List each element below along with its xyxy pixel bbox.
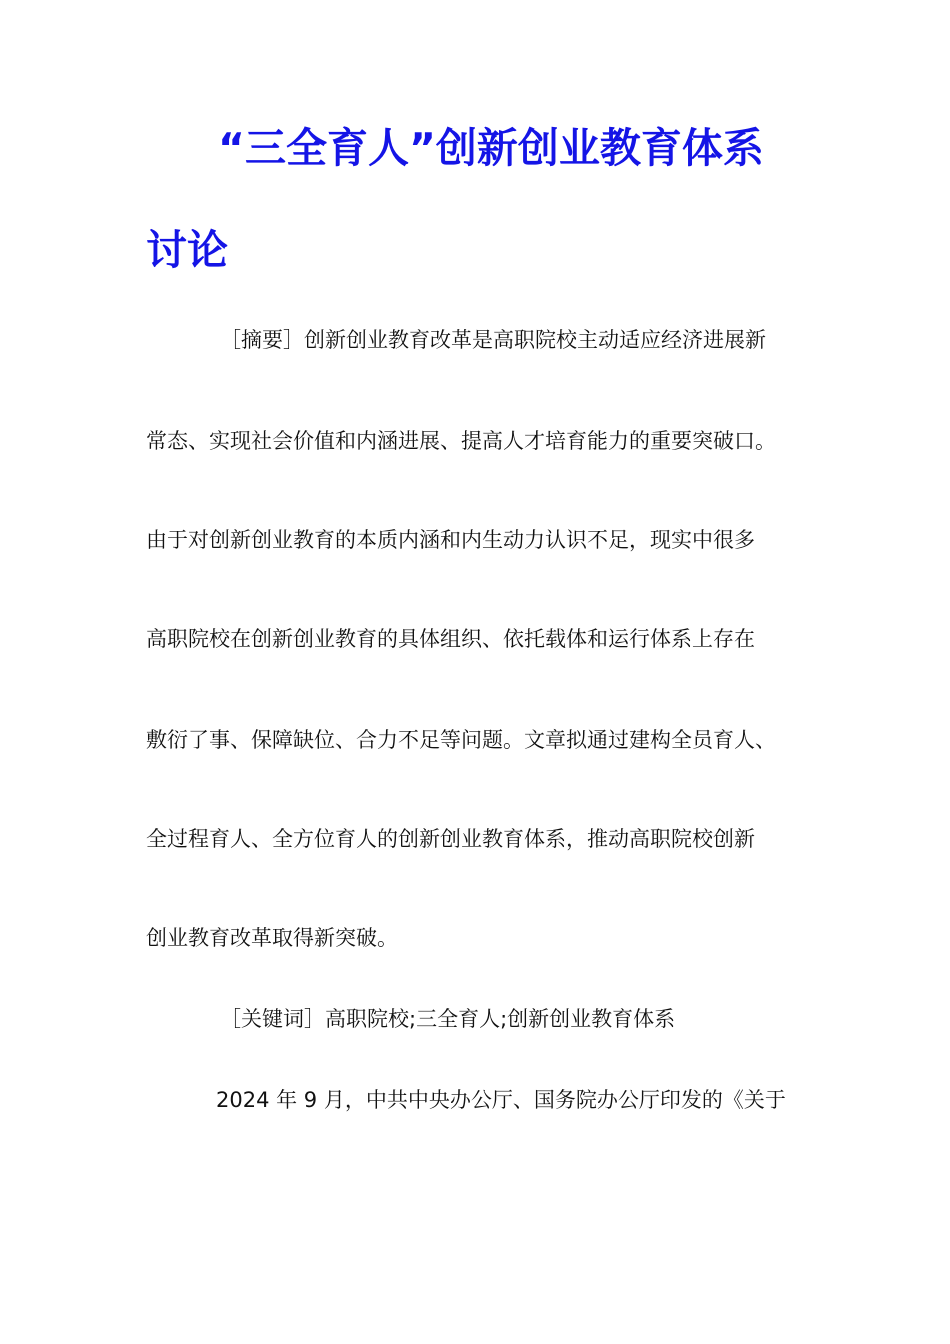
abstract-line: 由于对创新创业教育的本质内涵和内生动力认识不足，现实中很多 <box>146 528 755 552</box>
abstract-line: 高职院校在创新创业教育的具体组织、依托载体和运行体系上存在 <box>146 627 755 651</box>
title-line-1: “三全育人”创新创业教育体系 <box>218 124 764 172</box>
abstract-line: 创业教育改革取得新突破。 <box>146 926 398 950</box>
abstract-line: 全过程育人、全方位育人的创新创业教育体系，推动高职院校创新 <box>146 827 755 851</box>
abstract-line: 常态、实现社会价值和内涵进展、提高人才培育能力的重要突破口。 <box>146 429 776 453</box>
title-line-2: 讨论 <box>146 226 228 274</box>
abstract-line: 敷衍了事、保障缺位、合力不足等问题。文章拟通过建构全员育人、 <box>146 728 776 752</box>
body-paragraph-line: 2024 年 9 月，中共中央办公厅、国务院办公厅印发的《关于 <box>216 1088 786 1112</box>
keywords-line: ［关键词］高职院校;三全育人;创新创业教育体系 <box>220 1007 676 1031</box>
abstract-line: ［摘要］创新创业教育改革是高职院校主动适应经济进展新 <box>220 328 766 352</box>
